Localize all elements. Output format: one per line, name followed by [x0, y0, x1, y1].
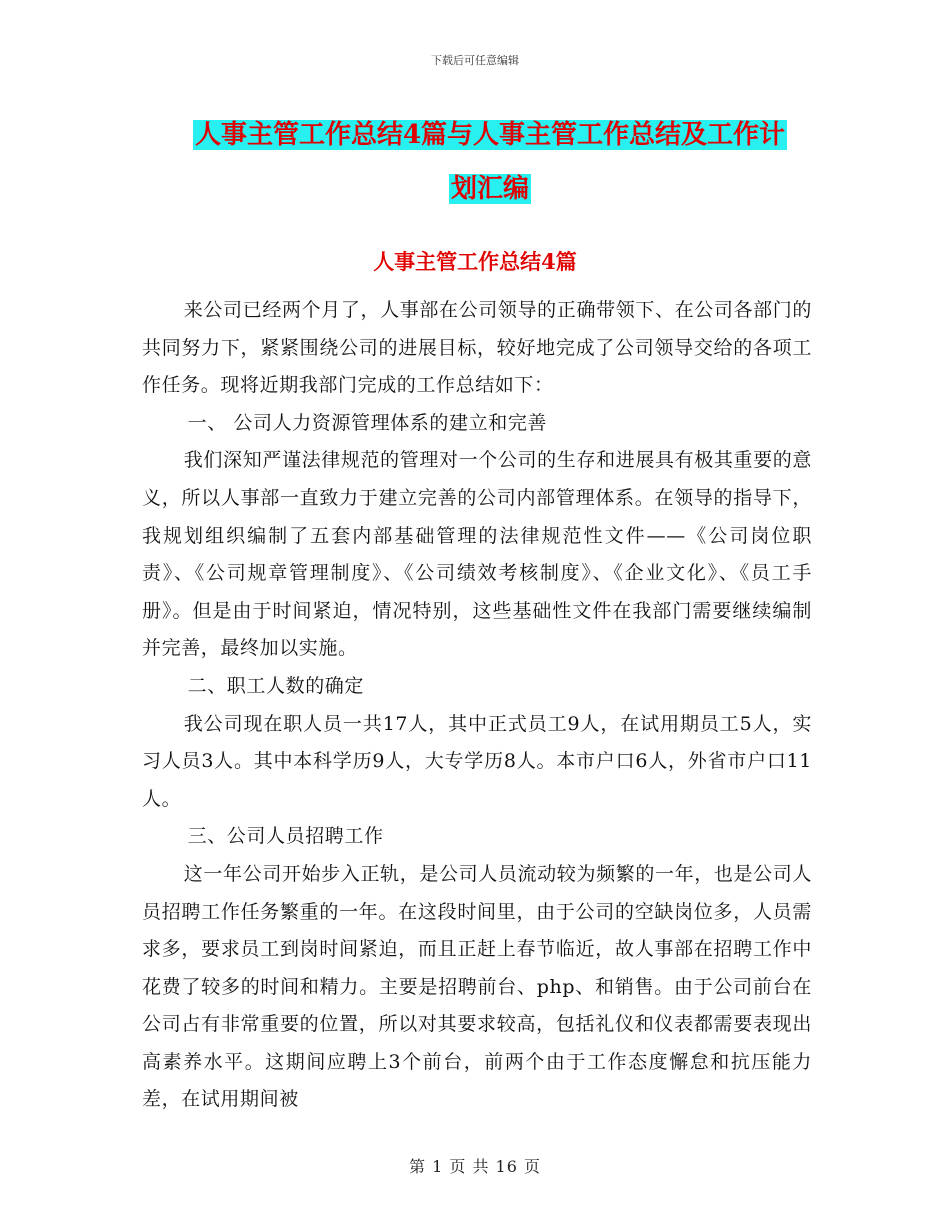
paragraph-1: 我们深知严谨法律规范的管理对一个公司的生存和进展具有极其重要的意义，所以人事部一直致力于建立完善的公司内部管理体系。在领导的指导下，我规划组织编制了五套内部基础管理的法律规范性文件——《公司岗位职责》、《公司规章管理制度》、《公司绩效考核制度》、《企业文化》、《员工手册》。但是由于时间紧迫，情况特别，这些基础性文件在我部门需要继续编制并完善，最终加以实施。	[142, 449, 812, 660]
section-heading-3: 三、公司人员招聘工作	[187, 825, 384, 848]
section-title: 人事主管工作总结4篇	[373, 249, 577, 274]
paragraph-3: 这一年公司开始步入正轨，是公司人员流动较为频繁的一年，也是公司人员招聘工作任务繁重的一年。在这段时间里，由于公司的空缺岗位多，人员需求多，要求员工到岗时间紧迫，而且正赶上春节临近，故人事部在招聘工作中花费了较多的时间和精力。主要是招聘前台、php、和销售。由于公司前台在公司占有非常重要的位置，所以对其要求较高，包括礼仪和仪表都需要表现出高素养水平。这期间应聘上3个前台，前两个由于工作态度懈怠和抗压能力差，在试用期间被	[142, 862, 812, 1111]
paragraph-2: 我公司现在职人员一共17人，其中正式员工9人，在试用期员工5人，实习人员3人。其中本科学历9人，大专学历8人。本市户口6人，外省市户口11人。	[142, 712, 812, 810]
page-footer: 第 1 页 共 16 页	[409, 1157, 541, 1176]
document-body	[142, 292, 812, 1119]
title-line-2: 划汇编	[450, 174, 529, 204]
document-title	[140, 108, 840, 216]
page-header: 下载后可任意编辑	[431, 54, 519, 67]
title-line-1: 人事主管工作总结4篇与人事主管工作总结及工作计	[194, 120, 786, 150]
paragraph-intro: 来公司已经两个月了，人事部在公司领导的正确带领下、在公司各部门的共同努力下，紧紧围绕公司的进展目标，较好地完成了公司领导交给的各项工作任务。现将近期我部门完成的工作总结如下：	[142, 299, 812, 397]
section-heading-2: 二、职工人数的确定	[187, 674, 364, 697]
section-heading-1: 一、 公司人力资源管理体系的建立和完善	[187, 411, 548, 434]
